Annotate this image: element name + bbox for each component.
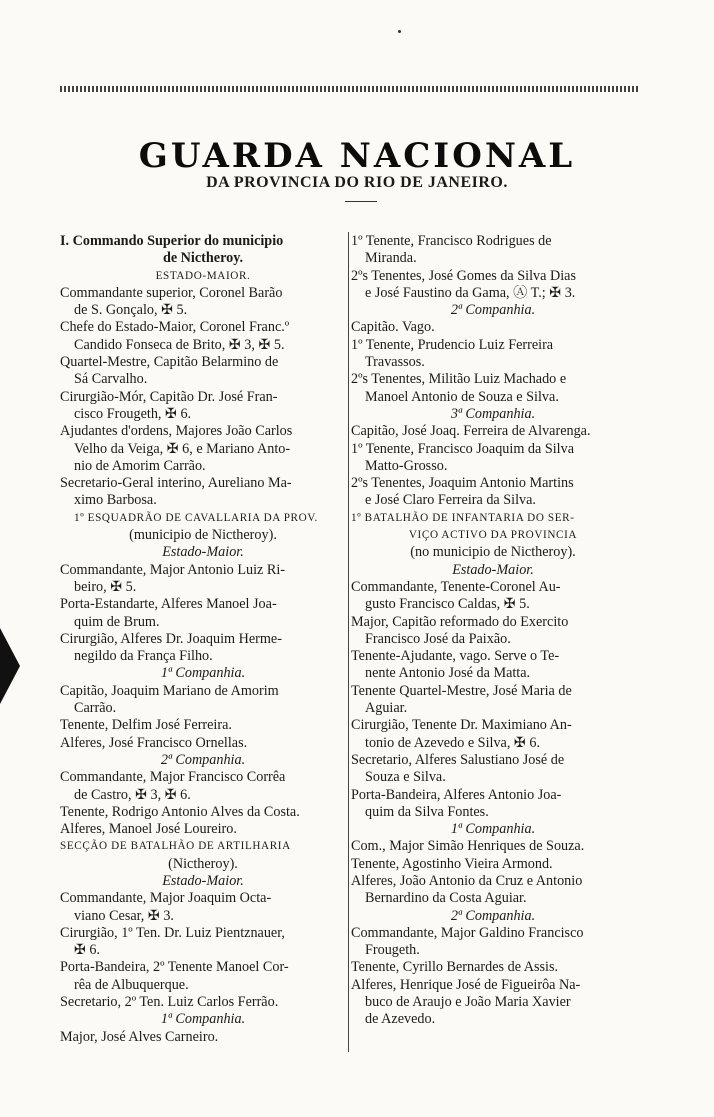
left-text-line: Estado-Maior.: [162, 544, 244, 561]
left-text-line: de Nictheroy.: [162, 250, 244, 267]
right-text-line: gusto Francisco Caldas, ✠ 5.: [365, 596, 530, 613]
right-text-line: e José Faustino da Gama, Ⓐ T.; ✠ 3.: [365, 284, 576, 301]
right-text-line: Com., Major Simão Henriques de Souza.: [351, 838, 585, 855]
left-text-line: negildo da França Filho.: [74, 648, 213, 665]
right-text-line: Commandante, Major Galdino Francisco: [351, 924, 584, 941]
right-text-line: 2ºs Tenentes, Joaquim Antonio Martins: [351, 475, 574, 492]
left-text-line: 2ª Companhia.: [160, 751, 246, 768]
right-text-line: Alferes, Henrique José de Figueirôa Na-: [351, 976, 581, 993]
right-text-line: de Azevedo.: [365, 1011, 436, 1028]
left-text-line: ESTADO-MAIOR.: [155, 269, 251, 282]
left-text-line: Commandante, Major Francisco Corrêa: [60, 769, 286, 786]
right-text-line: Frougeth.: [365, 942, 420, 959]
left-text-line: Carrão.: [74, 700, 117, 717]
right-text-line: Travassos.: [365, 354, 425, 371]
left-text-line: nio de Amorim Carrão.: [74, 457, 206, 474]
right-text-line: Capitão. Vago.: [351, 319, 435, 336]
left-text-line: 1º ESQUADRÃO DE CAVALLARIA DA PROV.: [74, 511, 318, 524]
page-title: GUARDA NACIONAL: [138, 136, 576, 176]
left-text-line: Secretario, 2º Ten. Luiz Carlos Ferrão.: [60, 994, 279, 1011]
right-text-line: Estado-Maior.: [452, 561, 534, 578]
left-text-line: Cirurgião-Mór, Capitão Dr. José Fran-: [60, 388, 278, 405]
subtitle-rule: [345, 201, 377, 202]
right-text-line: Manoel Antonio de Souza e Silva.: [365, 388, 559, 405]
left-text-line: Tenente, Delfim José Ferreira.: [60, 717, 232, 734]
left-text-line: Ajudantes d'ordens, Majores João Carlos: [60, 423, 293, 440]
left-text-line: Commandante superior, Coronel Barão: [60, 284, 283, 301]
right-text-line: Secretario, Alferes Salustiano José de: [351, 751, 565, 768]
left-text-line: Chefe do Estado-Maior, Coronel Franc.º: [60, 319, 290, 336]
right-text-line: 1º Tenente, Prudencio Luiz Ferreira: [351, 336, 554, 353]
right-text-line: quim da Silva Fontes.: [365, 803, 489, 820]
left-text-line: (municipio de Nictheroy).: [129, 527, 277, 544]
left-text-line: Alferes, Manoel José Loureiro.: [60, 821, 237, 838]
left-text-line: de Castro, ✠ 3, ✠ 6.: [74, 786, 191, 803]
left-text-line: I. Commando Superior do municipio: [60, 233, 284, 249]
left-text-line: Sá Carvalho.: [74, 371, 148, 388]
right-text-line: Aguiar.: [365, 700, 408, 717]
right-text-line: e José Claro Ferreira da Silva.: [365, 492, 536, 509]
left-text-line: cisco Frougeth, ✠ 6.: [74, 405, 192, 422]
right-text-line: Francisco José da Paixão.: [365, 630, 511, 647]
right-text-line: Major, Capitão reformado do Exercito: [351, 613, 569, 630]
left-text-line: de S. Gonçalo, ✠ 5.: [74, 302, 188, 319]
right-text-line: Commandante, Tenente-Coronel Au-: [351, 578, 561, 595]
right-text-line: Matto-Grosso.: [365, 457, 448, 474]
left-text-line: Velho da Veiga, ✠ 6, e Mariano Anto-: [74, 440, 291, 457]
left-text-line: ✠ 6.: [74, 942, 101, 959]
left-text-line: SECÇÃO DE BATALHÃO DE ARTILHARIA: [60, 840, 291, 853]
left-text-line: Commandante, Major Antonio Luiz Ri-: [60, 561, 285, 578]
column-divider: [348, 232, 349, 1052]
left-text-line: (Nictheroy).: [168, 855, 238, 872]
left-text-line: Cirurgião, Alferes Dr. Joaquim Herme-: [60, 630, 282, 647]
right-text-line: 2ºs Tenentes, Militão Luiz Machado e: [351, 371, 567, 388]
left-text-line: 1ª Companhia.: [160, 1011, 246, 1028]
right-text-line: nente Antonio José da Matta.: [365, 665, 531, 682]
right-text-line: 2ª Companhia.: [450, 302, 536, 319]
right-text-line: Tenente Quartel-Mestre, José Maria de: [351, 682, 572, 699]
right-text-line: Alferes, João Antonio da Cruz e Antonio: [351, 872, 583, 889]
right-text-line: 1º Tenente, Francisco Joaquim da Silva: [351, 440, 575, 457]
right-text-line: Tenente-Ajudante, vago. Serve o Te-: [351, 648, 560, 665]
right-text-line: Capitão, José Joaq. Ferreira de Alvarenga.: [351, 423, 591, 440]
left-text-line: Quartel-Mestre, Capitão Belarmino de: [60, 354, 279, 371]
left-text-line: Candido Fonseca de Brito, ✠ 3, ✠ 5.: [74, 336, 285, 353]
left-text-line: Commandante, Major Joaquim Octa-: [60, 890, 272, 907]
left-text-line: rêa de Albuquerque.: [74, 976, 189, 993]
right-text-line: Cirurgião, Tenente Dr. Maximiano An-: [351, 717, 572, 734]
left-text-line: Capitão, Joaquim Mariano de Amorim: [60, 682, 279, 699]
right-text-line: 1º BATALHÃO DE INFANTARIA DO SER-: [351, 511, 575, 524]
right-text-line: tonio de Azevedo e Silva, ✠ 6.: [365, 734, 541, 751]
left-text-line: Estado-Maior.: [162, 872, 244, 889]
page-margin-mark: [0, 628, 20, 704]
right-text-line: Souza e Silva.: [365, 769, 446, 786]
left-column: [60, 233, 346, 1046]
right-text-line: Bernardino da Costa Aguiar.: [365, 890, 527, 907]
page-subtitle: DA PROVINCIA DO RIO DE JANEIRO.: [206, 174, 508, 191]
left-text-line: Secretario-Geral interino, Aureliano Ma-: [60, 475, 292, 492]
right-column: [351, 233, 635, 1029]
right-text-line: (no municipio de Nictheroy).: [410, 544, 576, 561]
right-text-line: Miranda.: [365, 250, 417, 267]
left-text-line: beiro, ✠ 5.: [74, 578, 137, 595]
left-text-line: Major, José Alves Carneiro.: [60, 1028, 219, 1045]
right-text-line: Tenente, Agostinho Vieira Armond.: [351, 855, 553, 872]
right-text-line: 2ºs Tenentes, José Gomes da Silva Dias: [351, 267, 576, 284]
right-text-line: Porta-Bandeira, Alferes Antonio Joa-: [351, 786, 562, 803]
right-text-line: VIÇO ACTIVO DA PROVINCIA: [408, 529, 578, 542]
left-text-line: 1ª Companhia.: [160, 665, 246, 682]
print-speck: [398, 30, 401, 33]
left-text-line: Alferes, José Francisco Ornellas.: [60, 734, 248, 751]
right-text-line: 3ª Companhia.: [450, 405, 536, 422]
right-text-line: 1º Tenente, Francisco Rodrigues de: [351, 233, 552, 249]
left-text-line: ximo Barbosa.: [74, 492, 157, 509]
left-text-line: viano Cesar, ✠ 3.: [74, 907, 174, 924]
left-text-line: Cirurgião, 1º Ten. Dr. Luiz Pientznauer,: [60, 924, 285, 941]
right-text-line: 1ª Companhia.: [450, 821, 536, 838]
left-text-line: quim de Brum.: [74, 613, 160, 630]
right-text-line: Tenente, Cyrillo Bernardes de Assis.: [351, 959, 559, 976]
right-text-line: buco de Araujo e João Maria Xavier: [365, 994, 571, 1011]
decorative-rule: [60, 86, 640, 92]
right-text-line: 2ª Companhia.: [450, 907, 536, 924]
left-text-line: Tenente, Rodrigo Antonio Alves da Costa.: [60, 803, 300, 820]
left-text-line: Porta-Estandarte, Alferes Manoel Joa-: [60, 596, 277, 613]
left-text-line: Porta-Bandeira, 2º Tenente Manoel Cor-: [60, 959, 289, 976]
